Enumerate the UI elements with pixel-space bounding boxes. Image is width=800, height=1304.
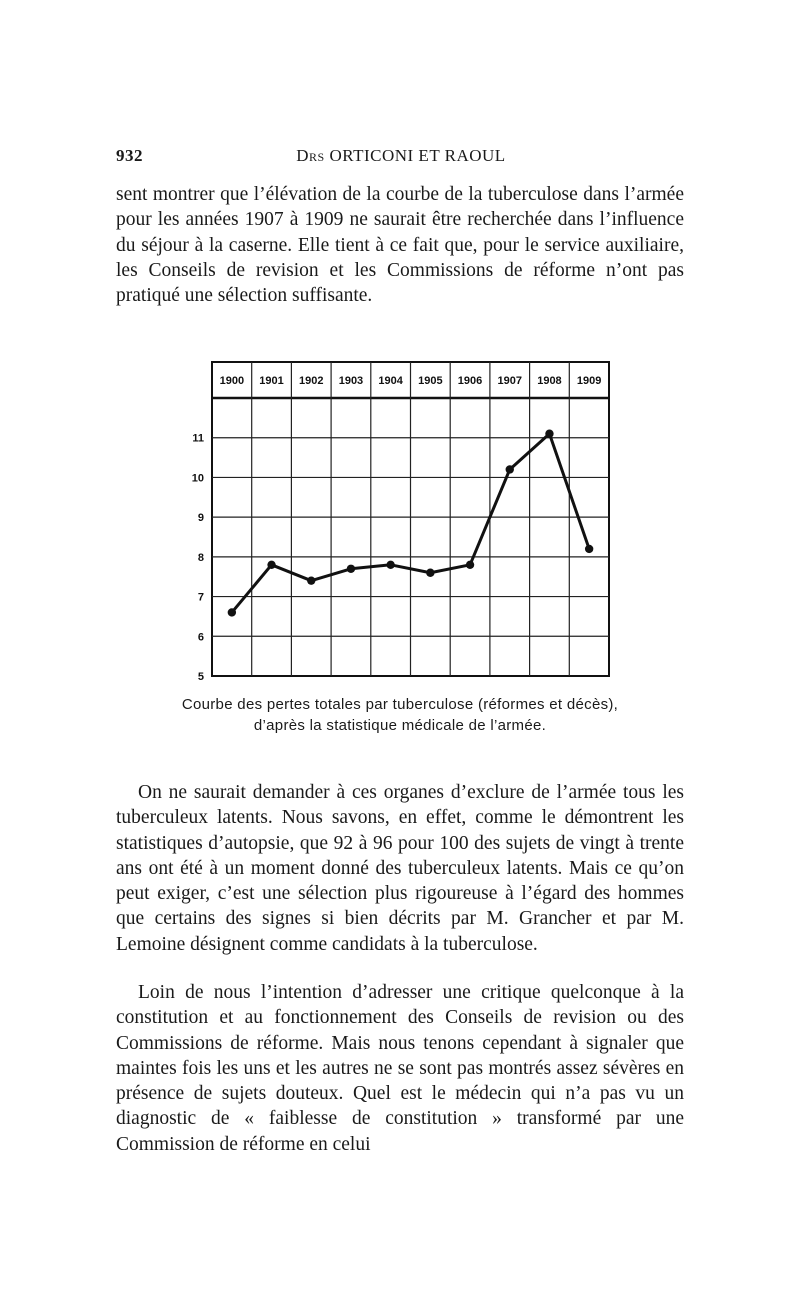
y-tick-label: 5 bbox=[197, 671, 204, 683]
paragraph: Loin de nous l’intention d’adresser une critique quelconque à la constitution et au fonctionnement des Conseils de revision ou des Commissions de réforme. Mais nous tenons cependant à signaler que maintes fois les uns et les autres ne se sont pas montrés assez sévères en présence de sujets douteux. Quel est le médecin qui n’a pas vu un diagnostic de « faiblesse de constitution » transformé par une Commission de réforme en celui bbox=[116, 982, 684, 1155]
data-point bbox=[506, 465, 514, 473]
header-title: Drs ORTICONI ET RAOUL bbox=[296, 146, 506, 165]
data-point bbox=[307, 576, 315, 584]
x-tick-label: 1901 bbox=[259, 375, 284, 387]
y-tick-label: 10 bbox=[191, 472, 204, 485]
figure-caption bbox=[116, 694, 684, 736]
y-tick-label: 11 bbox=[192, 432, 204, 445]
x-tick-label: 1904 bbox=[378, 375, 403, 387]
x-tick-label: 1903 bbox=[338, 375, 364, 387]
caption-line-2: d’après la statistique médicale de l’armée. bbox=[253, 717, 547, 734]
x-tick-label: 1905 bbox=[418, 375, 443, 387]
y-tick-label: 8 bbox=[197, 551, 204, 564]
data-point bbox=[228, 608, 236, 616]
paragraph: On ne saurait demander à ces organes d’exclure de l’armée tous les tuberculeux latents. Nous savons, en effet, comme le démontrent les statistiques d’autopsie, que 92 à 96 pour 100 des sujets de vingt à trente ans ont été à un moment donné des tuberculeux latents. Mais ce qu’on peut exiger, c’est une sélection plus rigoureuse à l’égard des hommes que certains des signes si bien décrits par M. Grancher et par M. Lemoine désignent comme candidats à la tuberculose. bbox=[116, 782, 684, 955]
data-point bbox=[347, 565, 355, 573]
page-number: 932 bbox=[116, 146, 143, 165]
caption-line-1: Courbe des pertes totales par tuberculose (réformes et décès), bbox=[181, 696, 619, 713]
x-tick-label: 1900 bbox=[219, 375, 245, 387]
y-tick-label: 6 bbox=[197, 631, 204, 644]
data-point bbox=[466, 561, 474, 569]
x-tick-label: 1908 bbox=[537, 375, 562, 387]
data-point bbox=[267, 561, 275, 569]
data-point bbox=[585, 545, 593, 553]
chart-svg bbox=[180, 350, 620, 690]
x-tick-label: 1907 bbox=[497, 375, 522, 387]
data-point bbox=[426, 569, 434, 577]
x-tick-label: 1902 bbox=[299, 375, 324, 387]
y-tick-label: 7 bbox=[197, 591, 204, 604]
x-tick-label: 1909 bbox=[576, 375, 602, 387]
data-point bbox=[545, 430, 553, 438]
running-head bbox=[116, 146, 686, 170]
y-tick-label: 9 bbox=[197, 512, 204, 525]
data-point bbox=[386, 561, 394, 569]
tuberculosis-chart bbox=[180, 350, 620, 690]
paragraph: sent montrer que l’élévation de la courbe de la tuberculose dans l’armée pour les années 1907 à 1909 ne saurait être recherchée dans l’influence du séjour à la caserne. Elle tient à ce fait que, pour le service auxiliaire, les Conseils de revision et les Commissions de réforme n’ont pas pratiqué une sélection suffisante. bbox=[116, 184, 684, 307]
x-tick-label: 1906 bbox=[457, 375, 483, 387]
